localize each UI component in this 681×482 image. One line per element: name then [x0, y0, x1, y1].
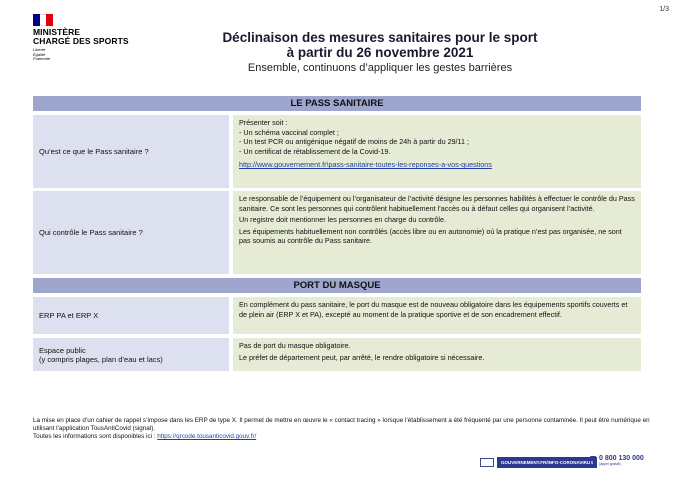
row-question: Qu’est ce que le Pass sanitaire ? — [33, 115, 229, 188]
screen-icon — [480, 458, 494, 467]
info-banner — [480, 457, 597, 468]
table-row — [33, 297, 641, 334]
phone-block — [590, 455, 644, 466]
motto-fraternite: Fraternité — [33, 56, 51, 61]
row-answer — [233, 115, 641, 188]
motto-egalite: Égalité — [33, 51, 46, 57]
info-coronavirus-url[interactable]: GOUVERNEMENT.FR/INFO-CORONAVIRUS — [497, 457, 597, 468]
logo-line-1: MINISTÈRE — [33, 27, 81, 37]
footer-note — [33, 417, 653, 442]
row-question: Qui contrôle le Pass sanitaire ? — [33, 191, 229, 274]
answer-line: - Un schéma vaccinal complet ; — [239, 127, 339, 137]
answer-paragraph: Le préfet de département peut, par arrêté, le rendre obligatoire si nécessaire. — [239, 352, 485, 362]
footer-prefix: Toutes les informations sont disponibles ici : — [33, 433, 158, 441]
table-row — [33, 115, 641, 188]
answer-line: Présenter soit : — [239, 118, 288, 127]
row-answer — [233, 338, 641, 371]
french-flag-icon — [33, 14, 53, 26]
row-answer — [233, 297, 641, 334]
row-answer — [233, 191, 641, 274]
pass-info-link[interactable]: http://www.gouvernement.fr\pass-sanitaire-toutes-les-reponses-a-vos-questions — [239, 160, 492, 169]
section-heading-mask: PORT DU MASQUE — [33, 278, 641, 293]
footer-line-1: La mise en place d’un cahier de rappel s’impose dans les ERP de type X. Il permet de mettre en œuvre le « contact tracing » lorsque l’établissement a été fréquenté par une personne contaminée. Il peut être numérique en utilisant l’application TousAntiCovid (signal). — [33, 417, 650, 433]
page-number: 1/3 — [659, 6, 669, 13]
phone-number: 0 800 130 000 — [599, 455, 644, 462]
table-row — [33, 191, 641, 274]
ministry-logo — [33, 14, 143, 62]
section-heading-pass: LE PASS SANITAIRE — [33, 96, 641, 111]
logo-line-2: CHARGÉ DES SPORTS — [33, 36, 129, 46]
answer-line: - Un certificat de rétablissement de la Covid-19. — [239, 146, 391, 156]
question-line-1: Espace public — [39, 345, 86, 355]
answer-paragraph: Les équipements habituellement non contrôlés (accès libre ou en autonomie) où la pratique n’est pas organisée, ne sont pas soumis au contrôle du Pass sanitaire. — [239, 226, 622, 245]
answer-paragraph: Un registre doit mentionner les personnes en charge du contrôle. — [239, 215, 446, 224]
subtitle: Ensemble, continuons d’appliquer les gestes barrières — [247, 62, 513, 74]
title-line-2: à partir du 26 novembre 2021 — [286, 45, 474, 60]
motto-liberte: Liberté — [33, 47, 46, 52]
question-line-2: (y compris plages, plan d’eau et lacs) — [39, 354, 163, 364]
tousanticovid-link[interactable]: https://qrcode.tousanticovid.gouv.fr/ — [157, 433, 257, 441]
answer-line: - Un test PCR ou antigénique négatif de moins de 24h à partir du 29/11 ; — [239, 137, 470, 146]
document-title — [200, 30, 560, 75]
row-question — [33, 338, 229, 371]
table-row — [33, 338, 641, 371]
answer-paragraph: En complément du pass sanitaire, le port du masque est de nouveau obligatoire dans les équipements sportifs couverts et de plein air (ERP X et PA), excepté au moment de la pratique sportive et de son encadrement effectif. — [239, 300, 628, 319]
phone-icon — [590, 456, 596, 466]
answer-paragraph: Le responsable de l’équipement ou l’organisateur de l’activité désigne les personnes habilités à effectuer le contrôle du Pass sanitaire. Ce sont les personnes qui contrôlent habituellement l’accès ou à défaut celles qui organisent l’activité. — [239, 194, 635, 213]
logo-motto — [33, 48, 143, 62]
title-line-1: Déclinaison des mesures sanitaires pour le sport — [222, 30, 538, 45]
footer-line-2 — [33, 433, 653, 441]
answer-paragraph: Pas de port du masque obligatoire. — [239, 341, 351, 350]
phone-note: (appel gratuit) — [599, 462, 621, 466]
row-question: ERP PA et ERP X — [33, 297, 229, 334]
